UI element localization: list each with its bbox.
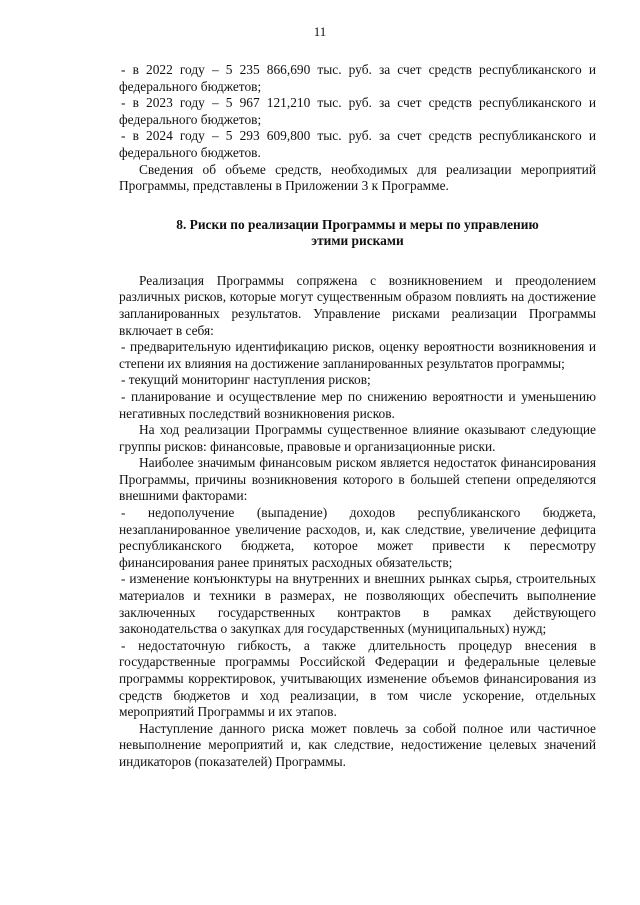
funding-note-paragraph: Сведения об объеме средств, необходимых для реализации мероприятий Программы, представлены в Приложении 3 к Программе. <box>119 161 596 194</box>
management-item-monitoring: - текущий мониторинг наступления рисков; <box>121 372 371 388</box>
funding-item-2023: - в 2023 году – 5 967 121,210 тыс. руб. за счет средств республиканского и федерального бюджетов; <box>119 95 596 127</box>
management-item-identification: - предварительную идентификацию рисков, оценку вероятности возникновения и степени их влияния на достижение запланированных результатов программы; <box>119 339 596 371</box>
page-number: 11 <box>313 24 327 39</box>
financial-risk-paragraph: Наиболее значимым финансовым риском является недостаток финансирования Программы, причины возникновения которого в большей степени определяются внешними факторами: <box>119 455 596 504</box>
risk-factor-budget: - недополучение (выпадение) доходов республиканского бюджета, незапланированное увеличение расходов, и, как следствие, увеличение дефицита республиканского бюджета, которое может привести к пересмотру финансирования ранее принятых расходных обязательств; <box>119 505 596 570</box>
risk-groups-paragraph: На ход реализации Программы существенное влияние оказывают следующие группы рисков: финансовые, правовые и организационные риски. <box>119 422 596 454</box>
funding-item-2024: - в 2024 году – 5 293 609,800 тыс. руб. за счет средств республиканского и федерального бюджетов. <box>119 128 596 160</box>
management-item-planning: - планирование и осуществление мер по снижению вероятности и уменьшению негативных последствий возникновения рисков. <box>119 388 596 421</box>
document-body <box>119 62 596 771</box>
section-heading-line-2: этими рисками <box>311 232 404 248</box>
section-heading-line-1: 8. Риски по реализации Программы и меры по управлению <box>176 216 539 232</box>
funding-item-2022: - в 2022 году – 5 235 866,690 тыс. руб. за счет средств республиканского и федерального бюджетов; <box>119 62 596 94</box>
risk-factor-flexibility: - недостаточную гибкость, а также длительность процедур внесения в государственные программы Российской Федерации и федеральные целевые программы корректировок, учитывающих изменение объемов финансирования из средств бюджетов и ход реализации, в том числе ускорение, отдельных мероприятий Программы и их этапов. <box>119 637 596 720</box>
section-heading <box>119 217 596 249</box>
risk-factor-market: - изменение конъюнктуры на внутренних и внешних рынках сырья, строительных материалов и техники в размерах, не позволяющих обеспечить выполнение заключенных государственных контрактов в рамках действующего законодательства о закупках для государственных (муниципальных) нужд; <box>119 571 596 637</box>
intro-paragraph: Реализация Программы сопряжена с возникновением и преодолением различных рисков, которые могут существенным образом повлиять на достижение запланированных результатов. Управление рисками реализации Программы включает в себя: <box>119 272 596 338</box>
conclusion-paragraph: Наступление данного риска может повлечь за собой полное или частичное невыполнение мероприятий и, как следствие, недостижение целевых значений индикаторов (показателей) Программы. <box>119 720 596 769</box>
